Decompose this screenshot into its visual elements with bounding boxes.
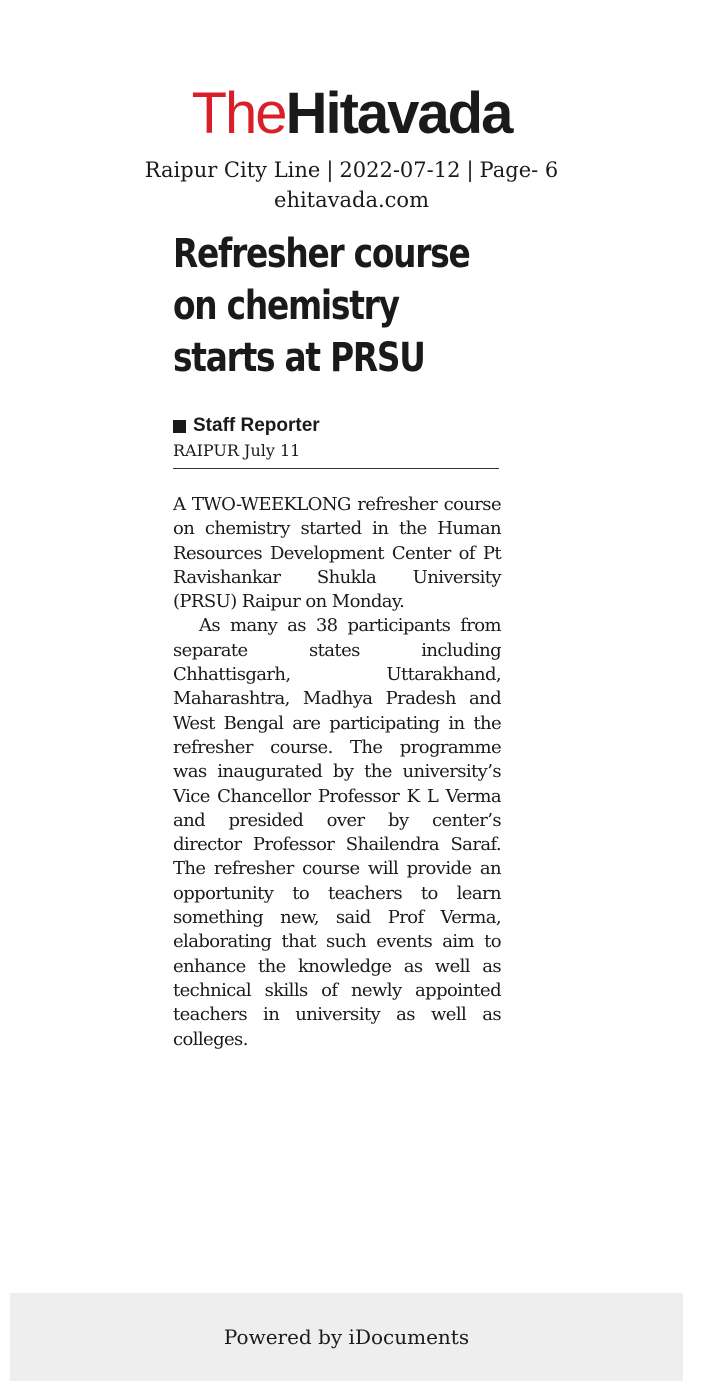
footer-text: Powered by iDocuments bbox=[223, 1325, 470, 1349]
square-bullet-icon bbox=[173, 420, 186, 433]
masthead-name: Hitavada bbox=[285, 81, 512, 146]
separator: | bbox=[466, 158, 474, 182]
site-url: ehitavada.com bbox=[274, 188, 429, 212]
edition-page: Page- 6 bbox=[479, 158, 559, 182]
article bbox=[173, 228, 501, 1052]
edition-line bbox=[0, 156, 703, 184]
article-paragraph: As many as 38 participants from separate states including Chhattisgarh, Uttarakhand, Maharashtra, Madhya Pradesh and West Bengal are participating in the refresher course. The programme was inaugurated by the university’s Vice Chancellor Professor K L Verma and presided over by center’s director Professor Shailendra Saraf. The refresher course will provide an opportunity to teachers to learn something new, said Prof Verma, elaborating that such events aim to enhance the knowledge as well as technical skills of newly appointed teachers in university as well as colleges. bbox=[173, 615, 501, 1050]
masthead-logo bbox=[0, 82, 703, 146]
edition-date: 2022-07-12 bbox=[339, 158, 461, 182]
article-headline: Refresher course on chemistry starts at PRSU bbox=[173, 231, 470, 381]
article-body bbox=[173, 493, 501, 1052]
edition-section: Raipur City Line bbox=[144, 158, 321, 182]
byline-text: Staff Reporter bbox=[193, 415, 320, 436]
dateline: RAIPUR July 11 bbox=[173, 440, 499, 469]
masthead-the: The bbox=[191, 81, 286, 146]
article-paragraph: A TWO-WEEKLONG refresher course on chemistry started in the Human Resources Development Center of Pt Ravishankar Shukla University (PRSU) Raipur on Monday. bbox=[173, 494, 501, 613]
byline bbox=[173, 414, 501, 438]
footer-bar bbox=[10, 1293, 683, 1381]
separator: | bbox=[326, 158, 334, 182]
